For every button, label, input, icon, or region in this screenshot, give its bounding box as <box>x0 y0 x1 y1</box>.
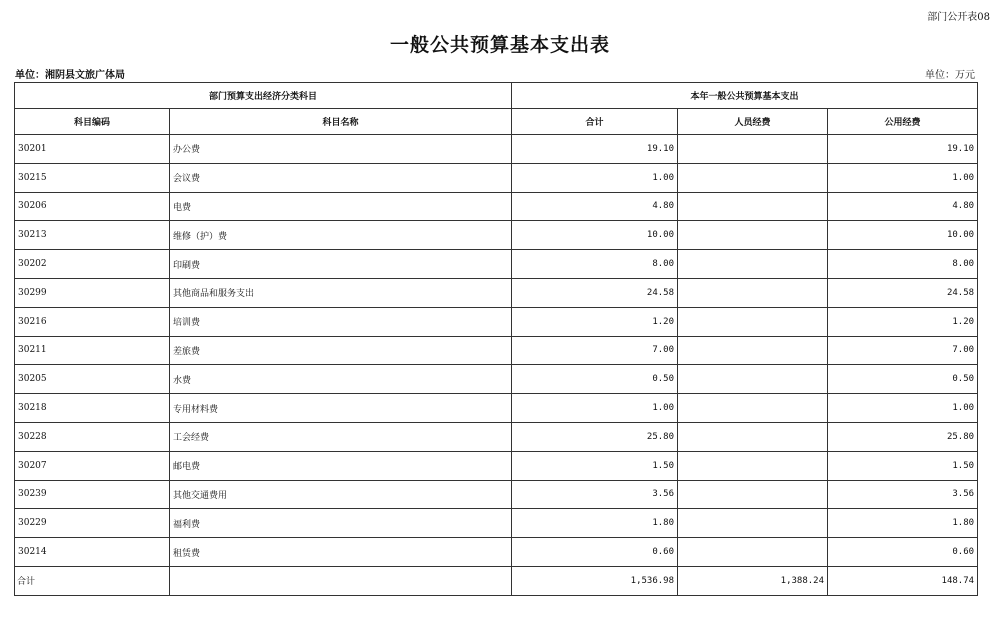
table-row <box>15 451 978 480</box>
cell-personnel <box>678 422 828 451</box>
cell-code: 30229 <box>15 509 170 538</box>
cell-total: 1.20 <box>512 307 678 336</box>
cell-code: 30201 <box>15 135 170 164</box>
cell-public: 7.00 <box>828 336 978 365</box>
table-row <box>15 135 978 164</box>
cell-public: 1.80 <box>828 509 978 538</box>
cell-code: 30239 <box>15 480 170 509</box>
cell-total: 0.50 <box>512 365 678 394</box>
cell-total: 1.00 <box>512 394 678 423</box>
column-header-public: 公用经费 <box>828 109 978 135</box>
cell-name: 邮电费 <box>170 451 512 480</box>
cell-total: 7.00 <box>512 336 678 365</box>
table-row <box>15 394 978 423</box>
cell-total: 19.10 <box>512 135 678 164</box>
column-header-name: 科目名称 <box>170 109 512 135</box>
cell-total: 10.00 <box>512 221 678 250</box>
cell-code: 30215 <box>15 163 170 192</box>
cell-code: 30202 <box>15 250 170 279</box>
cell-personnel <box>678 192 828 221</box>
cell-public: 3.56 <box>828 480 978 509</box>
cell-public: 19.10 <box>828 135 978 164</box>
table-row <box>15 538 978 567</box>
cell-code: 30213 <box>15 221 170 250</box>
header-group-right: 本年一般公共预算基本支出 <box>512 83 978 109</box>
cell-code: 30207 <box>15 451 170 480</box>
cell-total: 3.56 <box>512 480 678 509</box>
table-row <box>15 250 978 279</box>
total-row <box>15 566 978 595</box>
cell-total: 8.00 <box>512 250 678 279</box>
table-row <box>15 365 978 394</box>
cell-name: 水费 <box>170 365 512 394</box>
table-row <box>15 192 978 221</box>
cell-public: 1.00 <box>828 163 978 192</box>
table-row <box>15 278 978 307</box>
cell-code: 30214 <box>15 538 170 567</box>
cell-code: 30299 <box>15 278 170 307</box>
cell-name: 会议费 <box>170 163 512 192</box>
cell-personnel <box>678 278 828 307</box>
cell-total: 25.80 <box>512 422 678 451</box>
column-header-total: 合计 <box>512 109 678 135</box>
cell-name: 其他交通费用 <box>170 480 512 509</box>
cell-personnel: 1,388.24 <box>678 566 828 595</box>
table-row <box>15 422 978 451</box>
unit-label: 单位：湘阴县文旅广体局 <box>15 70 125 81</box>
cell-name: 其他商品和服务支出 <box>170 278 512 307</box>
form-code: 部门公开表08 <box>927 12 990 23</box>
cell-name: 办公费 <box>170 135 512 164</box>
header-group-row <box>15 83 978 109</box>
header-group-left: 部门预算支出经济分类科目 <box>15 83 512 109</box>
cell-public: 8.00 <box>828 250 978 279</box>
cell-total: 1.50 <box>512 451 678 480</box>
cell-name: 印刷费 <box>170 250 512 279</box>
cell-total: 1,536.98 <box>512 566 678 595</box>
cell-code: 30216 <box>15 307 170 336</box>
cell-name <box>170 566 512 595</box>
cell-total: 0.60 <box>512 538 678 567</box>
cell-name: 电费 <box>170 192 512 221</box>
cell-name: 维修（护）费 <box>170 221 512 250</box>
cell-public: 0.50 <box>828 365 978 394</box>
column-header-personnel: 人员经费 <box>678 109 828 135</box>
cell-personnel <box>678 538 828 567</box>
cell-personnel <box>678 163 828 192</box>
cell-public: 24.58 <box>828 278 978 307</box>
cell-personnel <box>678 336 828 365</box>
cell-name: 差旅费 <box>170 336 512 365</box>
table-row <box>15 480 978 509</box>
cell-public: 10.00 <box>828 221 978 250</box>
cell-name: 租赁费 <box>170 538 512 567</box>
cell-public: 148.74 <box>828 566 978 595</box>
cell-name: 工会经费 <box>170 422 512 451</box>
cell-code: 30205 <box>15 365 170 394</box>
page-title: 一般公共预算基本支出表 <box>389 34 610 56</box>
cell-public: 1.20 <box>828 307 978 336</box>
cell-personnel <box>678 365 828 394</box>
cell-personnel <box>678 250 828 279</box>
cell-personnel <box>678 221 828 250</box>
cell-total-label: 合计 <box>15 566 170 595</box>
table-row <box>15 163 978 192</box>
cell-personnel <box>678 394 828 423</box>
header-column-row <box>15 109 978 135</box>
cell-total: 24.58 <box>512 278 678 307</box>
cell-personnel <box>678 307 828 336</box>
table-row <box>15 307 978 336</box>
table-row <box>15 221 978 250</box>
cell-code: 30218 <box>15 394 170 423</box>
cell-public: 4.80 <box>828 192 978 221</box>
cell-total: 1.80 <box>512 509 678 538</box>
cell-total: 1.00 <box>512 163 678 192</box>
table-row <box>15 509 978 538</box>
cell-name: 培训费 <box>170 307 512 336</box>
cell-total: 4.80 <box>512 192 678 221</box>
cell-personnel <box>678 451 828 480</box>
column-header-code: 科目编码 <box>15 109 170 135</box>
cell-code: 30211 <box>15 336 170 365</box>
currency-unit-label: 单位：万元 <box>925 70 975 81</box>
cell-public: 1.00 <box>828 394 978 423</box>
cell-public: 0.60 <box>828 538 978 567</box>
cell-personnel <box>678 135 828 164</box>
budget-table <box>14 82 978 596</box>
cell-personnel <box>678 509 828 538</box>
table-body <box>15 135 978 596</box>
cell-code: 30206 <box>15 192 170 221</box>
cell-name: 专用材料费 <box>170 394 512 423</box>
cell-public: 25.80 <box>828 422 978 451</box>
table-row <box>15 336 978 365</box>
cell-public: 1.50 <box>828 451 978 480</box>
cell-name: 福利费 <box>170 509 512 538</box>
cell-code: 30228 <box>15 422 170 451</box>
cell-personnel <box>678 480 828 509</box>
